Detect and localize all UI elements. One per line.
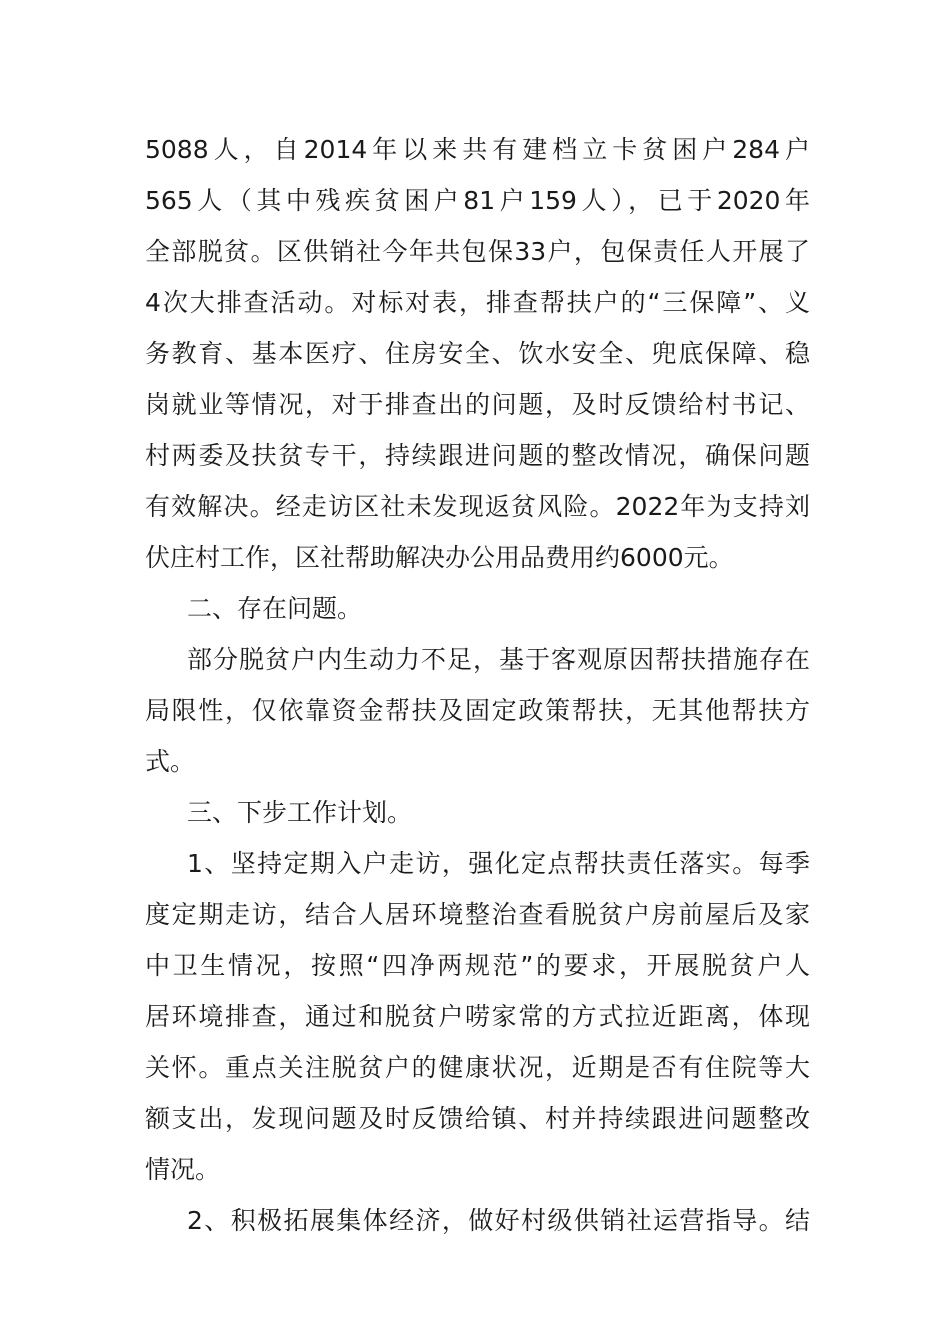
text-line: 岗就业等情况，对于排查出的问题，及时反馈给村书记、 bbox=[145, 390, 810, 419]
text-line: 关怀。重点关注脱贫户的健康状况，近期是否有住院等大 bbox=[145, 1053, 810, 1082]
text-line: 情况。 bbox=[145, 1155, 221, 1184]
text-line: 565人（其中残疾贫困户81户159人），已于2020年 bbox=[145, 186, 810, 215]
text-line: 5088人，自2014年以来共有建档立卡贫困户284户 bbox=[145, 135, 810, 164]
text-line: 1、坚持定期入户走访，强化定点帮扶责任落实。每季 bbox=[187, 849, 810, 878]
text-line: 全部脱贫。区供销社今年共包保33户，包保责任人开展了 bbox=[145, 237, 810, 266]
text-line: 度定期走访，结合人居环境整治查看脱贫户房前屋后及家 bbox=[145, 900, 810, 929]
text-line: 有效解决。经走访区社未发现返贫风险。2022年为支持刘 bbox=[145, 492, 810, 521]
text-line: 部分脱贫户内生动力不足，基于客观原因帮扶措施存在 bbox=[187, 645, 810, 674]
text-line: 伏庄村工作，区社帮助解决办公用品费用约6000元。 bbox=[145, 543, 734, 572]
text-line: 中卫生情况，按照“四净两规范”的要求，开展脱贫户人 bbox=[145, 951, 810, 980]
text-line: 居环境排查，通过和脱贫户唠家常的方式拉近距离，体现 bbox=[145, 1002, 810, 1031]
text-line: 务教育、基本医疗、住房安全、饮水安全、兜底保障、稳 bbox=[145, 339, 810, 368]
text-line: 式。 bbox=[145, 747, 196, 776]
text-line: 村两委及扶贫专干，持续跟进问题的整改情况，确保问题 bbox=[145, 441, 810, 470]
section-heading: 三、下步工作计划。 bbox=[187, 798, 413, 827]
section-heading: 二、存在问题。 bbox=[187, 594, 363, 623]
text-line: 额支出，发现问题及时反馈给镇、村并持续跟进问题整改 bbox=[145, 1104, 810, 1133]
text-line: 4次大排查活动。对标对表，排查帮扶户的“三保障”、义 bbox=[145, 288, 810, 317]
text-line: 2、积极拓展集体经济，做好村级供销社运营指导。结 bbox=[187, 1206, 810, 1235]
text-line: 局限性，仅依靠资金帮扶及固定政策帮扶，无其他帮扶方 bbox=[145, 696, 810, 725]
